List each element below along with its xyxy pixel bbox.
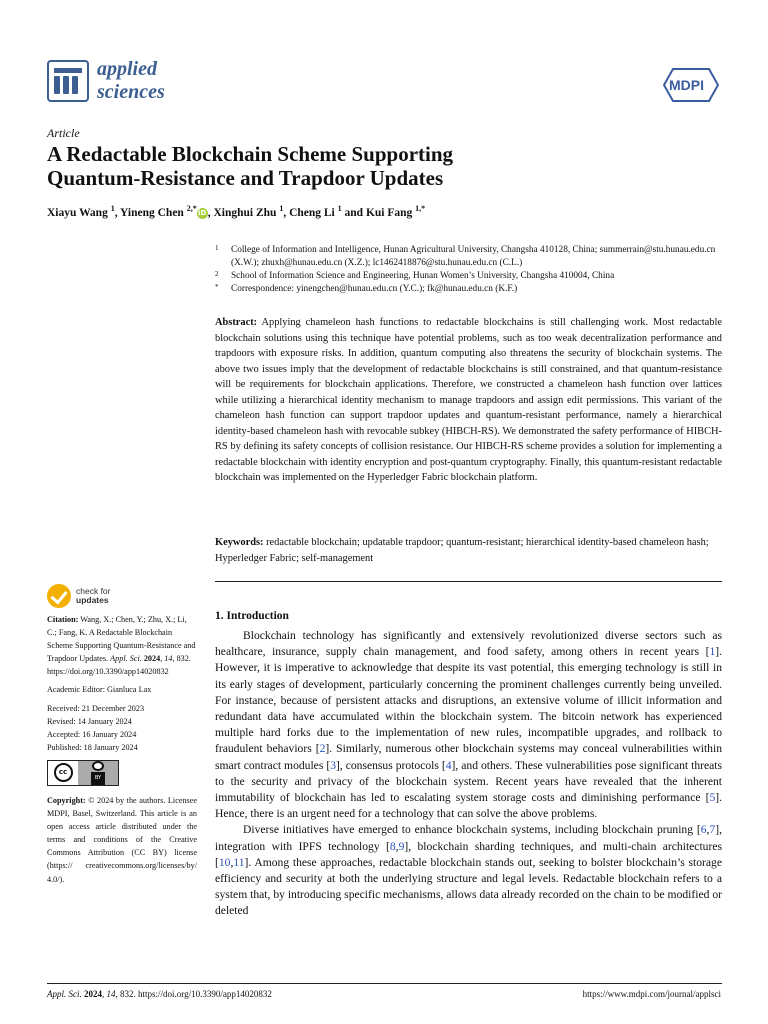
paragraph-text: ]. Hence, there is an urgent need for a technology that can solve the above problems. [215, 791, 722, 821]
citation-link[interactable]: 6 [700, 823, 707, 837]
author-affiliation-mark: 2,* [186, 204, 197, 213]
footer-divider [47, 983, 722, 984]
published-date: Published: 18 January 2024 [47, 742, 138, 752]
check-updates-label-2: updates [76, 595, 109, 605]
citation-label: Citation: [47, 615, 79, 624]
citation-link[interactable]: 2 [319, 742, 326, 756]
author-affiliation-mark: 1 [337, 204, 342, 213]
keywords-text: redactable blockchain; updatable trapdoor; quantum-resistant; hierarchical identity-based chameleon hash; Hyperledger Fabric; self-management [215, 537, 709, 564]
affiliation-text: College of Information and Intelligence, Hunan Agricultural University, Changsha 410128, China; summerrain@stu.hunau.edu.cn (X.W.); zhuxh@hunau.edu.cn (X.Z.); lc1462418876@stu.hunau.edu.cn (C.L.) [231, 245, 716, 268]
journal-name: applied sciences [97, 58, 165, 103]
author-affiliation-mark: 1 [110, 204, 115, 213]
academic-editor: Academic Editor: Gianluca Lax [47, 685, 152, 695]
footer-doi-link[interactable]: , 832. https://doi.org/10.3390/app14020832 [115, 989, 272, 999]
abstract-text: Applying chameleon hash functions to redactable blockchains is still challenging work. Most redactable blockchain solutions using this technique have potential problems, such as too weak decentralization performance and trapdoors with exposure risks. In addition, quantum computing also threatens the security of blockchain systems. The above two issues imply that the development of redactable blockchains is still constrained, and that quantum-resistance will be requirements for blockchain applications. Therefore, we constructed a chameleon hash function over lattices while utilizing a hierarchical identity mechanism to manage trapdoors and assign edit permissions. This variant of the chameleon hash function can support trapdoor updates and quantum-resistant performance, namely a hierarchical identity-based chameleon hash with revocable subkey (HIBCH-RS). We demonstrated the safety performance of HIBCH-RS by defining its safety concepts of collision resistance. Our HIBCH-RS scheme provides a solution for implementing a redactable blockchain with identity encryption and post-quantum cryptography. Finally, this quantum-resistant redactable blockchain was implemented on the Hyperledger Fabric blockchain platform. [215, 317, 722, 483]
keywords [215, 535, 722, 566]
citation-link[interactable]: 7 [709, 823, 716, 837]
author-name[interactable]: Kui Fang [365, 206, 413, 219]
publisher-name: MDPI [669, 77, 704, 93]
affiliation-item [215, 244, 725, 270]
footer-citation: Appl. Sci. 2024, 14, 832. https://doi.org/10.3390/app14020832 [47, 989, 272, 999]
copyright-text: © 2024 by the authors. Licensee MDPI, Basel, Switzerland. This article is an open access article distributed under the terms and conditions of the Creative Commons Attribution (CC BY) license (https:// creativecommons.org/licenses/by/ 4.0/). [47, 795, 198, 884]
citation-link[interactable]: 4 [445, 758, 452, 772]
abstract [215, 315, 722, 486]
paragraph [215, 628, 722, 822]
author-affiliation-mark: 1 [279, 204, 284, 213]
paragraph-text: , [706, 823, 710, 837]
affiliation-mark: 1 [215, 244, 219, 252]
citation-link[interactable]: 10 [218, 855, 231, 869]
author-list: Xiayu Wang $^1$, Yineng Chen $^{2,*}$iD, Xinghui Zhu $^1$, Cheng Li $^1$ and Kui Fang $^{1,*}$ [47, 204, 426, 219]
author-name[interactable]: Yineng Chen [120, 206, 184, 219]
footer-volume: 14 [106, 989, 116, 999]
cc-icon: cc [54, 763, 73, 782]
article-type: Article [47, 126, 80, 140]
affiliation-item [215, 270, 725, 283]
citation: Citation: Wang, X.; Chen, Y.; Zhu, X.; Li, C.; Fang, K. A Redactable Blockchain Scheme Supporting Quantum-Resistance and Trapdoor Updates. Appl. Sci. 2024, 14, 832. https://doi.org/10.3390/app14020832 [47, 615, 196, 677]
paragraph-text: ]. Among these approaches, redactable blockchain stands out, seeking to bolster blockchain’s storage efficiency and security at both the underlying structure and legal levels. Redactable blockchain refers to a system that, by introducing specific mechanisms, allows data already recorded on the chain to be modified or deleted [215, 855, 722, 918]
citation-link[interactable]: 1 [709, 645, 716, 659]
affiliation-mark: * [215, 283, 219, 291]
paragraph-text: ]. Similarly, numerous other blockchain systems may conceal vulnerabilities within smart contract modules [ [215, 742, 723, 772]
section-heading: 1. Introduction [215, 610, 289, 622]
citation-year: 2024 [143, 654, 161, 664]
attribution-icon [92, 761, 104, 771]
journal-logo [47, 58, 165, 104]
footer-journal-url[interactable]: https://www.mdpi.com/journal/applsci [582, 989, 721, 999]
affiliation-text: School of Information Science and Engineering, Hunan Women’s University, Changsha 410004, China [231, 271, 615, 281]
author-name[interactable]: Xinghui Zhu [213, 206, 277, 219]
affiliation-mark: 2 [215, 270, 219, 278]
accepted-date: Accepted: 16 January 2024 [47, 729, 137, 739]
received-date: Received: 21 December 2023 [47, 703, 145, 713]
author-affiliation-mark: 1,* [415, 204, 426, 213]
paragraph-text: Diverse initiatives have emerged to enhance blockchain systems, including blockchain pruning [ [243, 823, 701, 837]
sidebar [47, 613, 197, 891]
affiliations [215, 244, 725, 296]
by-label: BY [91, 772, 105, 785]
keywords-label: Keywords: [215, 537, 264, 548]
paragraph-text: , [395, 839, 399, 853]
citation-journal: Appl. Sci. [110, 654, 142, 664]
footer-year: 2024 [84, 989, 102, 999]
citation-link[interactable]: 3 [330, 758, 336, 772]
citation-text: Wang, X.; Chen, Y.; Zhu, X.; Li, C.; Fang, K. A Redactable Blockchain Scheme Supporting Quantum-Resistance and Trapdoor Updates. [47, 615, 196, 664]
author-name[interactable]: Xiayu Wang [47, 206, 108, 219]
paragraph [215, 822, 722, 919]
copyright-label: Copyright: [47, 795, 86, 805]
footer-journal: Appl. Sci. [47, 989, 82, 999]
citation-link[interactable]: 11 [233, 855, 245, 869]
orcid-icon[interactable]: iD [198, 208, 207, 217]
paragraph-text: ], and others. These vulnerabilities pose significant threats to the security and privacy of the blockchain system. Recent years have revealed that the inherent immutability of blockchain has led to escalating system storage costs and diminishing performance [ [215, 758, 722, 805]
citation-link[interactable]: 9 [398, 839, 405, 853]
paragraph-text: ], blockchain sharding techniques, and multi-chain architectures [ [215, 839, 722, 869]
citation-volume: 14 [164, 654, 173, 664]
paragraph-text: , [230, 855, 234, 869]
paragraph-text: ], integration with IPFS technology [ [215, 823, 722, 853]
author-name[interactable]: Cheng Li [289, 206, 335, 219]
check-icon [47, 584, 71, 608]
cc-by-license-badge[interactable] [47, 760, 119, 786]
abstract-label: Abstract: [215, 317, 258, 328]
publisher-logo [663, 68, 719, 102]
revised-date: Revised: 14 January 2024 [47, 716, 132, 726]
citation-link[interactable]: 8 [389, 839, 396, 853]
affiliation-item [215, 283, 725, 296]
paragraph-text: Blockchain technology has significantly and extensively revolutionized diverse sectors such as healthcare, insurance, supply chain management, and food safety, among others in recent years [ [215, 629, 722, 659]
divider [215, 581, 722, 582]
check-for-updates-button[interactable] [47, 584, 111, 608]
journal-logo-icon [47, 60, 89, 102]
check-updates-label: check for [76, 586, 111, 596]
citation-link[interactable]: 5 [709, 791, 716, 805]
copyright [47, 794, 197, 886]
introduction-body [215, 628, 722, 920]
paragraph-text: ], consensus protocols [ [335, 758, 446, 772]
affiliation-text: Correspondence: yinengchen@hunau.edu.cn (Y.C.); fk@hunau.edu.cn (K.F.) [231, 284, 518, 294]
page-title: A Redactable Blockchain Scheme Supporting Quantum-Resistance and Trapdoor Updates [47, 142, 454, 190]
paragraph-text: ]. However, it is imperative to acknowledge that despite its vast potential, this emerging technology is still in its early stages of development, particularly concerning the prominent challenges currently being unveiled. For instance, because of persistent attacks and disruptions, an extensive volume of illicit information and redundant data have accumulated within the blockchain system. The bitcoin network has experienced multiple hard forks due to the implementation of new rules, incompatible upgrades, and rollback to fraudulent behaviors [ [215, 645, 722, 756]
citation-doi[interactable]: , 832. https://doi.org/10.3390/app14020832 [47, 654, 191, 677]
